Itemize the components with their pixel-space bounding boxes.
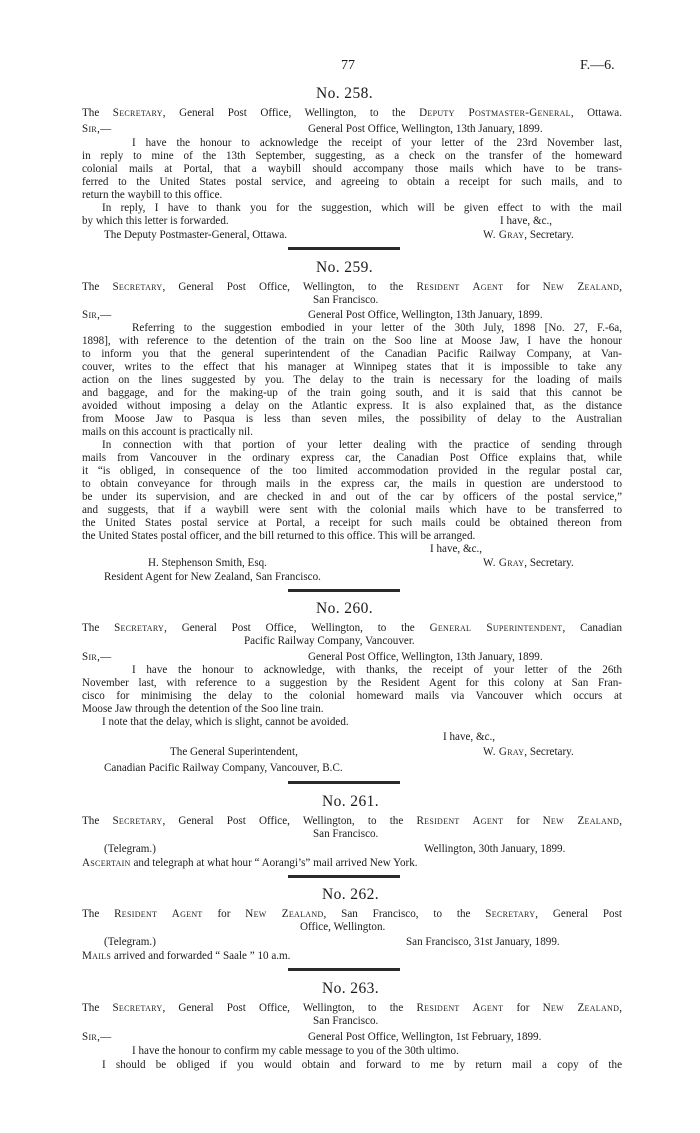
body-line: be under its supervision, and are checked in and out of the car by officers of the postal service,” — [82, 491, 622, 503]
place-date: General Post Office, Wellington, 13th January, 1899. — [308, 651, 543, 663]
body-line: it “is obliged, in consequence of the too limited accommodation provided in the regular postal car, — [82, 465, 622, 477]
body-line: 1898], with reference to the detention of the train on the Soo line at Moose Jaw, I have the honour — [82, 335, 622, 347]
body-line: Referring to the suggestion embodied in your letter of the 30th July, 1898 [No. 27, F.-6a, — [132, 322, 622, 334]
place-date: General Post Office, Wellington, 1st February, 1899. — [308, 1031, 542, 1043]
body-line: mails from Vancouver in the ordinary express car, the Canadian Post Office explains that, while — [82, 452, 622, 464]
letter-heading-line2: San Francisco. — [313, 1015, 379, 1027]
place-date: San Francisco, 31st January, 1899. — [406, 936, 560, 948]
addressee-name: H. Stephenson Smith, Esq. — [148, 557, 267, 569]
body-line: I have the honour to confirm my cable message to you of the 30th ultimo. — [132, 1045, 459, 1057]
body-line: I note that the delay, which is slight, cannot be avoided. — [102, 716, 349, 728]
signature: W. Gray, Secretary. — [483, 229, 574, 241]
letter-heading-line2: San Francisco. — [313, 294, 379, 306]
letter-number: No. 258. — [316, 85, 374, 102]
addressee: Resident Agent for New Zealand, San Francisco. — [104, 571, 321, 583]
body-line: action on the lines suggested by you. The delay to the train is necessary for the loading of mails — [82, 374, 622, 386]
body-line: In reply, I have to thank you for the suggestion, which will be given effect to with the mail — [102, 202, 622, 214]
body-line: the United States postal service at Portal, a receipt for such mails could be obtained thereon from — [82, 517, 622, 529]
salutation: Sir,— — [82, 309, 112, 321]
addressee: The Deputy Postmaster-General, Ottawa. — [104, 229, 288, 241]
body-line: avoided without imposing a delay on the Atlantic express. It is also explained that, as the distance — [82, 400, 622, 412]
body-line: I should be obliged if you would obtain and forward to me by return mail a copy of the — [102, 1059, 622, 1071]
body-line: I have the honour to acknowledge, with thanks, the receipt of your letter of the 26th — [132, 664, 622, 676]
salutation: Sir,— — [82, 123, 112, 135]
letter-heading: The Secretary, General Post Office, Wellington, to the Deputy Postmaster-General, Ottawa. — [82, 107, 622, 119]
body-line: to obtain conveyance for through mails in the express car, the mails in question are understood to — [82, 478, 622, 490]
place-date: General Post Office, Wellington, 13th January, 1899. — [308, 123, 543, 135]
closing: I have, &c., — [443, 731, 496, 743]
body-line: couver, writes to the effect that his manager at Winnipeg states that it is impossible to take any — [82, 361, 622, 373]
letter-number: No. 260. — [316, 600, 374, 617]
telegram-message: Mails arrived and forwarded “ Saale ” 10 a.m. — [82, 950, 291, 962]
body-line: In connection with that portion of your letter dealing with the practice of sending through — [102, 439, 622, 451]
salutation: Sir,— — [82, 1031, 112, 1043]
letter-heading: The Resident Agent for New Zealand, San Francisco, to the Secretary, General Post — [82, 908, 622, 920]
signature: W. Gray, Secretary. — [483, 746, 574, 758]
letter-heading-line2: San Francisco. — [313, 828, 379, 840]
letter-number: No. 263. — [322, 980, 380, 997]
body-line: Moose Jaw through the detention of the Soo line train. — [82, 703, 324, 715]
body-line: in reply to mine of the 13th September, suggesting, as a check on the transfer of the homeward — [82, 150, 622, 162]
body-line: by which this letter is forwarded. — [82, 215, 229, 227]
place-date: General Post Office, Wellington, 13th January, 1899. — [308, 309, 543, 321]
letter-heading-line2: Office, Wellington. — [300, 921, 386, 933]
salutation: Sir,— — [82, 651, 112, 663]
section-divider — [288, 781, 400, 784]
body-line: colonial mails at Portal, that a waybill should accompany those mails which have to be trans- — [82, 163, 622, 175]
letter-heading-line2: Pacific Railway Company, Vancouver. — [244, 635, 415, 647]
body-line: the United States postal officer, and the bill returned to this office. This will be arranged. — [82, 530, 476, 542]
addressee: Canadian Pacific Railway Company, Vancouver, B.C. — [104, 762, 343, 774]
telegram-label: (Telegram.) — [104, 843, 156, 855]
body-line: November last, with reference to a suggestion by the Resident Agent for this colony at San Fran- — [82, 677, 622, 689]
page-reference: F.—6. — [580, 58, 615, 73]
body-line: to inform you that the general superintendent of the Canadian Pacific Railway Company, at Van- — [82, 348, 622, 360]
body-line: ferred to the United States postal service, and agreeing to obtain a receipt for such mails, and to — [82, 176, 622, 188]
place-date: Wellington, 30th January, 1899. — [424, 843, 566, 855]
section-divider — [288, 875, 400, 878]
page-number: 77 — [341, 58, 355, 73]
telegram-message: Ascertain and telegraph at what hour “ Aorangi’s” mail arrived New York. — [82, 857, 418, 869]
letter-heading: The Secretary, General Post Office, Wellington, to the Resident Agent for New Zealand, — [82, 1002, 622, 1014]
letter-number: No. 261. — [322, 793, 380, 810]
body-line: I have the honour to acknowledge the receipt of your letter of the 23rd November last, — [132, 137, 622, 149]
section-divider — [288, 968, 400, 971]
body-line: mails on this account is practically nil. — [82, 426, 253, 438]
addressee-name: The General Superintendent, — [170, 746, 298, 758]
section-divider — [288, 589, 400, 592]
letter-heading: The Secretary, General Post Office, Wellington, to the General Superintendent, Canadian — [82, 622, 622, 634]
telegram-label: (Telegram.) — [104, 936, 156, 948]
closing: I have, &c., — [500, 215, 553, 227]
body-line: and baggage, and for the making-up of the train going south, and it is said that this cannot be — [82, 387, 622, 399]
body-line: and suggests, that if a waybill were sent with the colonial mails which have to be transferred to — [82, 504, 622, 516]
letter-number: No. 262. — [322, 886, 380, 903]
letter-heading: The Secretary, General Post Office, Wellington, to the Resident Agent for New Zealand, — [82, 281, 622, 293]
body-line: return the waybill to this office. — [82, 189, 223, 201]
letter-number: No. 259. — [316, 259, 374, 276]
closing: I have, &c., — [430, 543, 483, 555]
letter-heading: The Secretary, General Post Office, Wellington, to the Resident Agent for New Zealand, — [82, 815, 622, 827]
body-line: from Moose Jaw to Pasqua is less than seven miles, the possibility of delay to the Australian — [82, 413, 622, 425]
section-divider — [288, 247, 400, 250]
body-line: cisco for minimising the delay to the colonial homeward mails via Vancouver which occurs at — [82, 690, 622, 702]
signature: W. Gray, Secretary. — [483, 557, 574, 569]
